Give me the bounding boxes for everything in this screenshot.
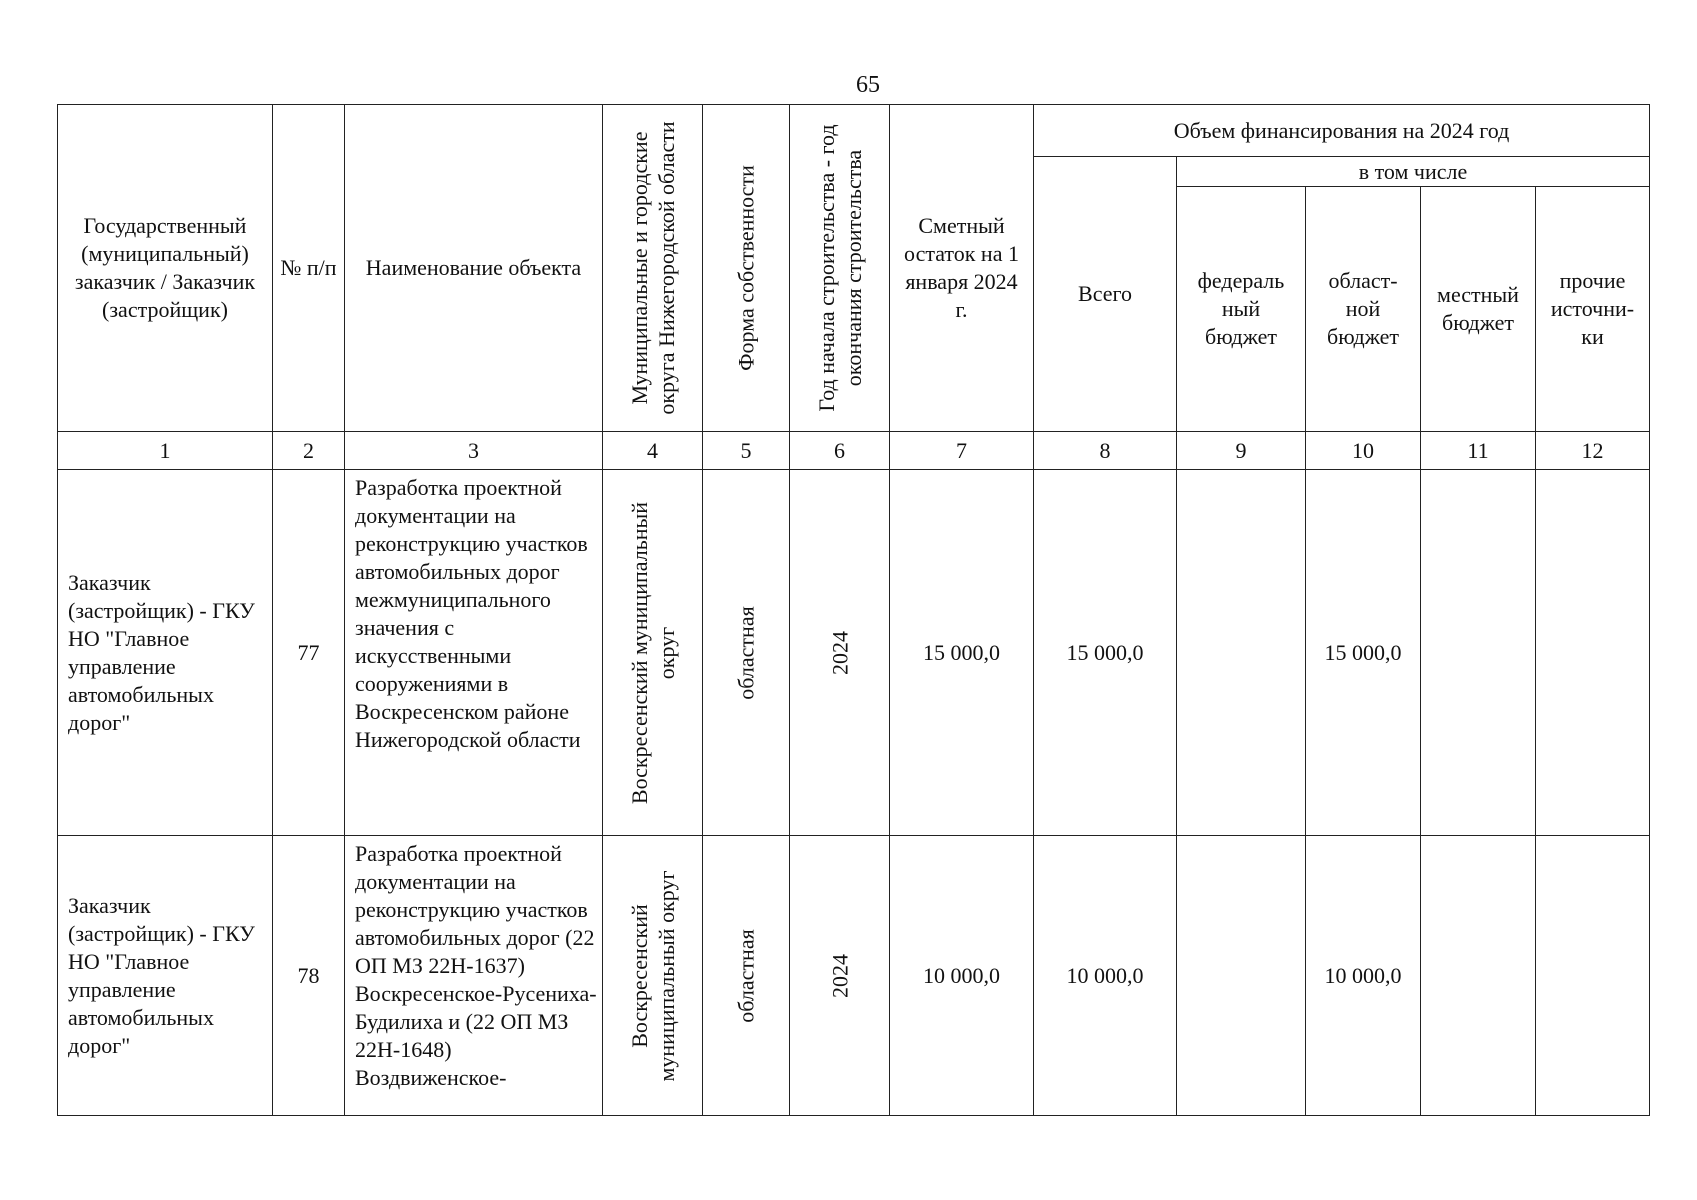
row-local [1421,470,1536,836]
row-num: 77 [273,470,345,836]
header-municipality: Муниципальные и городские округа Нижегородской области [626,121,679,415]
header-num: № п/п [273,105,345,432]
row-regional: 15 000,0 [1306,470,1421,836]
header-local: местный бюджет [1421,187,1536,432]
column-number: 5 [703,432,790,470]
header-other: прочие источни- ки [1536,187,1650,432]
row-ownership-cell [703,836,790,1116]
column-number: 2 [273,432,345,470]
header-estimate: Сметный остаток на 1 января 2024 г. [890,105,1034,432]
header-ownership-cell [703,105,790,432]
table-row [58,836,1650,1116]
column-number: 9 [1177,432,1306,470]
header-customer: Государственный (муниципальный) заказчик / Заказчик (застройщик) [58,105,273,432]
financing-table [57,104,1650,1116]
row-other [1536,836,1650,1116]
row-total: 15 000,0 [1034,470,1177,836]
header-federal: федераль ный бюджет [1177,187,1306,432]
column-number: 12 [1536,432,1650,470]
table-row [58,470,1650,836]
row-years: 2024 [827,953,852,998]
column-numbers-row [58,432,1650,470]
header-years: Год начала строительства - год окончания строительства [813,124,866,412]
page-number: 65 [856,72,880,98]
row-municipality-cell [603,470,703,836]
column-number: 1 [58,432,273,470]
row-municipality: Воскресенский муниципальный округ [626,870,679,1082]
row-customer: Заказчик (застройщик) - ГКУ НО "Главное управление автомобильных дорог" [58,470,273,836]
column-number: 6 [790,432,890,470]
row-num: 78 [273,836,345,1116]
row-estimate: 15 000,0 [890,470,1034,836]
column-number: 8 [1034,432,1177,470]
column-number: 4 [603,432,703,470]
header-ownership: Форма собственности [733,165,759,371]
row-local [1421,836,1536,1116]
row-municipality: Воскресенский муниципальный округ [626,501,679,804]
row-other [1536,470,1650,836]
row-ownership-cell [703,470,790,836]
header-regional: област- ной бюджет [1306,187,1421,432]
column-number: 7 [890,432,1034,470]
row-years: 2024 [827,630,852,675]
header-including: в том числе [1177,157,1650,187]
header-total: Всего [1034,157,1177,432]
row-years-cell [790,836,890,1116]
row-ownership: областная [733,928,759,1023]
column-number: 11 [1421,432,1536,470]
row-estimate: 10 000,0 [890,836,1034,1116]
row-object-name: Разработка проектной документации на реконструкцию участков автомобильных дорог межмуниципального значения с искусственными сооружениями в Воскресенском районе Нижегородской области [345,470,603,836]
row-regional: 10 000,0 [1306,836,1421,1116]
row-total: 10 000,0 [1034,836,1177,1116]
row-federal [1177,470,1306,836]
header-object-name: Наименование объекта [345,105,603,432]
header-municipality-cell [603,105,703,432]
column-number: 3 [345,432,603,470]
row-federal [1177,836,1306,1116]
row-object-name: Разработка проектной документации на реконструкцию участков автомобильных дорог (22 ОП МЗ 22Н-1637) Воскресенское-Русениха-Будилиха и (22 ОП МЗ 22Н-1648) Воздвиженское- [345,836,603,1116]
row-municipality-cell [603,836,703,1116]
row-ownership: областная [733,605,759,700]
header-years-cell [790,105,890,432]
row-customer: Заказчик (застройщик) - ГКУ НО "Главное управление автомобильных дорог" [58,836,273,1116]
column-number: 10 [1306,432,1421,470]
row-years-cell [790,470,890,836]
header-financing: Объем финансирования на 2024 год [1034,105,1650,157]
